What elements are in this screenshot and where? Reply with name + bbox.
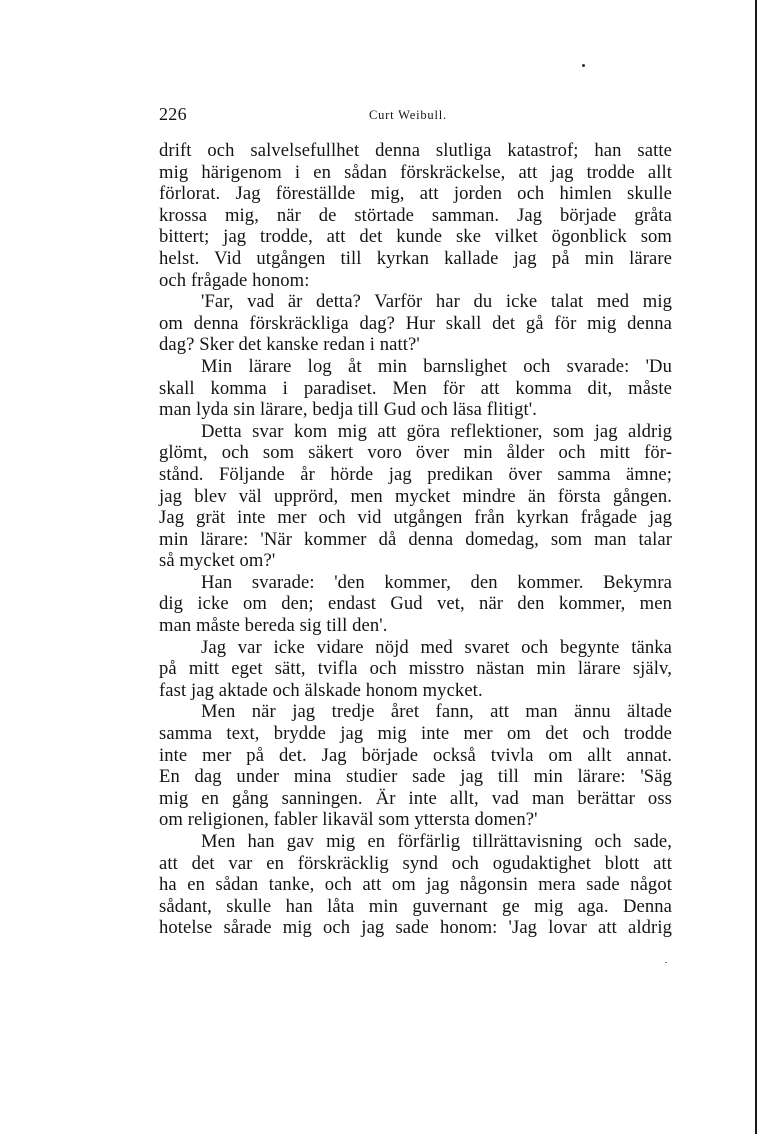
text-line: man måste bereda sig till den'. [159, 615, 388, 637]
text-line: inte mer på det. Jag började också tvivla om allt annat. [159, 744, 672, 766]
text-line: stånd. Följande år hörde jag predikan över samma ämne; [159, 463, 672, 485]
text-line: förlorat. Jag föreställde mig, att jorden och himlen skulle [159, 183, 672, 205]
page-number: 226 [159, 104, 187, 124]
text-line: på mitt eget sätt, tvifla och misstro nästan min lärare själv, [159, 658, 672, 680]
text-line: Men när jag tredje året fann, att man ännu ältade [201, 701, 672, 723]
text-line: mig en gång sanningen. Är inte allt, vad man berättar oss [159, 787, 672, 809]
text-line: glömt, och som säkert voro över min ålder och mitt för- [159, 442, 672, 464]
text-line: om denna förskräckliga dag? Hur skall det gå för mig denna [159, 312, 672, 334]
text-line: Min lärare log åt min barnslighet och svarade: 'Du [201, 355, 672, 377]
text-line: En dag under mina studier sade jag till min lärare: 'Säg [159, 766, 672, 788]
text-line: Han svarade: 'den kommer, den kommer. Bekymra [201, 571, 672, 593]
text-line: Men han gav mig en förfärlig tillrättavisning och sade, [201, 831, 672, 852]
text-line: Jag var icke vidare nöjd med svaret och begynte tänka [201, 636, 672, 658]
text-line: bittert; jag trodde, att det kunde ske vilket ögonblick som [159, 226, 672, 248]
text-line: att det var en förskräcklig synd och ogudaktighet blott att [159, 852, 672, 874]
text-line: helst. Vid utgången till kyrkan kallade jag på min lärare [159, 247, 672, 269]
text-line: jag blev väl upprörd, men mycket mindre än första gången. [159, 485, 672, 507]
text-line: dig icke om den; endast Gud vet, när den kommer, men [159, 593, 672, 615]
text-line: om religionen, fabler likaväl som yttersta domen?' [159, 809, 538, 831]
text-line: så mycket om?' [159, 550, 276, 572]
running-head: Curt Weibull. [369, 108, 447, 122]
text-line: mig härigenom i en sådan förskräckelse, att jag trodde allt [159, 161, 672, 183]
text-line: krossa mig, när de störtade samman. Jag började gråta [159, 204, 672, 226]
scan-speck [665, 962, 667, 963]
text-line: fast jag aktade och älskade honom mycket. [159, 679, 483, 701]
text-line: drift och salvelsefullhet denna slutliga katastrof; han satte [159, 140, 672, 161]
text-line: samma text, brydde jag mig inte mer om det och trodde [159, 723, 672, 745]
text-line: dag? Sker det kanske redan i natt?' [159, 334, 420, 356]
text-line: man lyda sin lärare, bedja till Gud och läsa flitigt'. [159, 399, 537, 421]
text-line: sådant, skulle han låta min guvernant ge mig aga. Denna [159, 895, 672, 917]
scan-speck [582, 64, 585, 67]
body-text [159, 140, 672, 939]
text-line: min lärare: 'När kommer då denna domedag, som man talar [159, 528, 672, 550]
text-line: Jag grät inte mer och vid utgången från kyrkan frågade jag [159, 507, 672, 529]
text-line: ha en sådan tanke, och att om jag någonsin mera sade något [159, 874, 672, 896]
text-line: Detta svar kom mig att göra reflektioner, som jag aldrig [201, 420, 672, 442]
text-line: skall komma i paradiset. Men för att komma dit, måste [159, 377, 672, 399]
text-line: och frågade honom: [159, 269, 310, 291]
text-line: 'Far, vad är detta? Varför har du icke talat med mig [201, 291, 672, 313]
page-header [159, 104, 672, 128]
page-edge-border [755, 0, 757, 1134]
text-line: hotelse sårade mig och jag sade honom: 'Jag lovar att aldrig [159, 917, 672, 939]
